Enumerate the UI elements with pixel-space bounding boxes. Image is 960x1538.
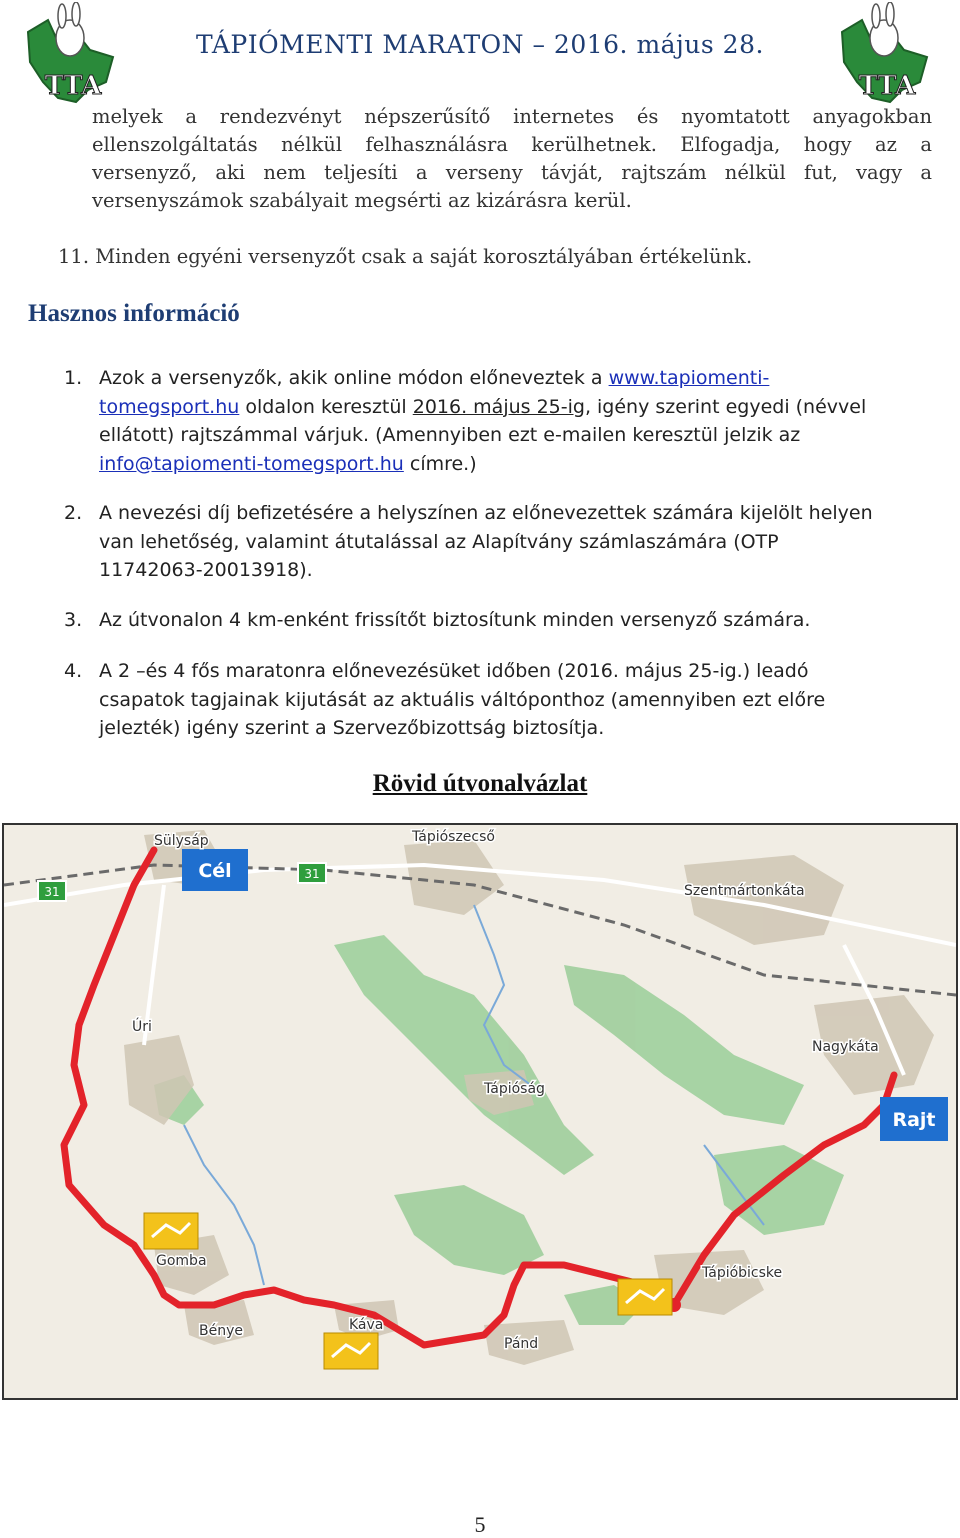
top-paragraph: [92, 103, 932, 215]
info-line: ellátott) rajtszámmal várjuk. (Amennyiben ezt e-mailen keresztül jelzik az: [99, 424, 801, 446]
info-item-3: [64, 606, 944, 635]
paragraph-line: versenyző, aki nem teljesíti a verseny távját, rajtszám nélkül fut, vagy a: [92, 161, 932, 184]
tta-logo-left: [18, 2, 128, 116]
info-item-1: [64, 364, 944, 478]
refreshment-station-icon: [618, 1279, 672, 1315]
info-line: van lehetőség, valamint átutalással az Alapítvány számlaszámára (OTP: [99, 530, 779, 553]
info-text: Azok a versenyzők, akik online módon előneveztek a: [99, 367, 609, 389]
info-line: [99, 393, 944, 422]
info-text: oldalon keresztül: [239, 395, 413, 418]
paragraph-line: versenyszámok szabályait megsérti az kizárásra kerül.: [92, 189, 632, 212]
section-heading-useful-info: Hasznos információ: [28, 300, 240, 327]
rule-number: 11.: [58, 245, 90, 268]
info-line: 11742063-20013918).: [99, 559, 313, 581]
info-line: A nevezési díj befizetésére a helyszínen az előnevezettek számára kijelölt helyen: [99, 502, 873, 524]
town-label: Pánd: [504, 1336, 539, 1352]
svg-text:31: 31: [44, 885, 60, 899]
svg-text:TTA: TTA: [858, 71, 916, 101]
website-link[interactable]: www.tapiomenti-: [608, 367, 770, 389]
refreshment-station-icon: [324, 1333, 378, 1369]
info-line: [99, 364, 944, 393]
info-text: címre.): [403, 452, 477, 475]
finish-label: [182, 849, 248, 891]
info-line: Az útvonalon 4 km-enként frissítőt biztosítunk minden versenyző számára.: [99, 608, 811, 631]
info-number: 4.: [64, 660, 83, 682]
info-number: 3.: [64, 608, 83, 631]
town-label: Gomba: [156, 1253, 207, 1269]
town-label: Káva: [349, 1317, 384, 1333]
info-line: A 2 –és 4 fős maratonra előnevezésüket időben (2016. május 25-ig.) leadó: [99, 660, 809, 682]
svg-text:Rajt: Rajt: [892, 1109, 936, 1131]
info-line: jelezték) igény szerint a Szervezőbizottság biztosítja.: [99, 717, 605, 739]
email-link[interactable]: info@tapiomenti-tomegsport.hu: [99, 452, 404, 475]
rule-item-11: [58, 243, 938, 271]
svg-text:Cél: Cél: [198, 860, 232, 882]
tta-logo-right: [832, 2, 942, 116]
info-number: 2.: [64, 502, 83, 524]
svg-text:TTA: TTA: [44, 71, 102, 101]
page-number: 5: [474, 1512, 486, 1537]
info-number: 1.: [64, 367, 83, 389]
paragraph-line: melyek a rendezvényt népszerűsítő internetes és nyomtatott anyagokban: [92, 105, 932, 128]
svg-text:31: 31: [304, 867, 320, 881]
info-line: [99, 450, 944, 479]
town-label: Tápióság: [484, 1081, 545, 1097]
road-shield-31-left: [38, 881, 66, 901]
info-list: [64, 364, 944, 743]
deadline-date: 2016. május 25-ig: [412, 395, 585, 418]
town-label: Tápiószecső: [412, 829, 495, 845]
rule-text: Minden egyéni versenyzőt csak a saját korosztályában értékelünk.: [95, 245, 753, 268]
info-line: csapatok tagjainak kijutását az aktuális váltóponthoz (amennyiben ezt előre: [99, 688, 826, 711]
refreshment-station-icon: [144, 1213, 198, 1249]
town-label: Nagykáta: [812, 1039, 879, 1055]
paragraph-line: ellenszolgáltatás nélkül felhasználásra kerülhetnek. Elfogadja, hogy az a: [92, 133, 932, 156]
road-shield-31-right: [298, 863, 326, 883]
town-label: Bénye: [199, 1323, 243, 1339]
info-item-4: [64, 657, 944, 743]
start-label: [880, 1097, 948, 1141]
route-map: [2, 823, 958, 1400]
town-label: Szentmártonkáta: [684, 883, 805, 899]
website-link[interactable]: tomegsport.hu: [99, 395, 240, 418]
town-label: Tápióbicske: [702, 1265, 783, 1281]
header-title: TÁPIÓMENTI MARATON – 2016. május 28.: [196, 30, 764, 59]
town-label: Úri: [132, 1019, 152, 1035]
town-label: Sülysáp: [154, 833, 209, 849]
info-item-2: [64, 499, 944, 585]
info-text: , igény szerint egyedi (névvel: [584, 395, 867, 418]
section-heading-route: Rövid útvonalvázlat: [372, 770, 588, 797]
